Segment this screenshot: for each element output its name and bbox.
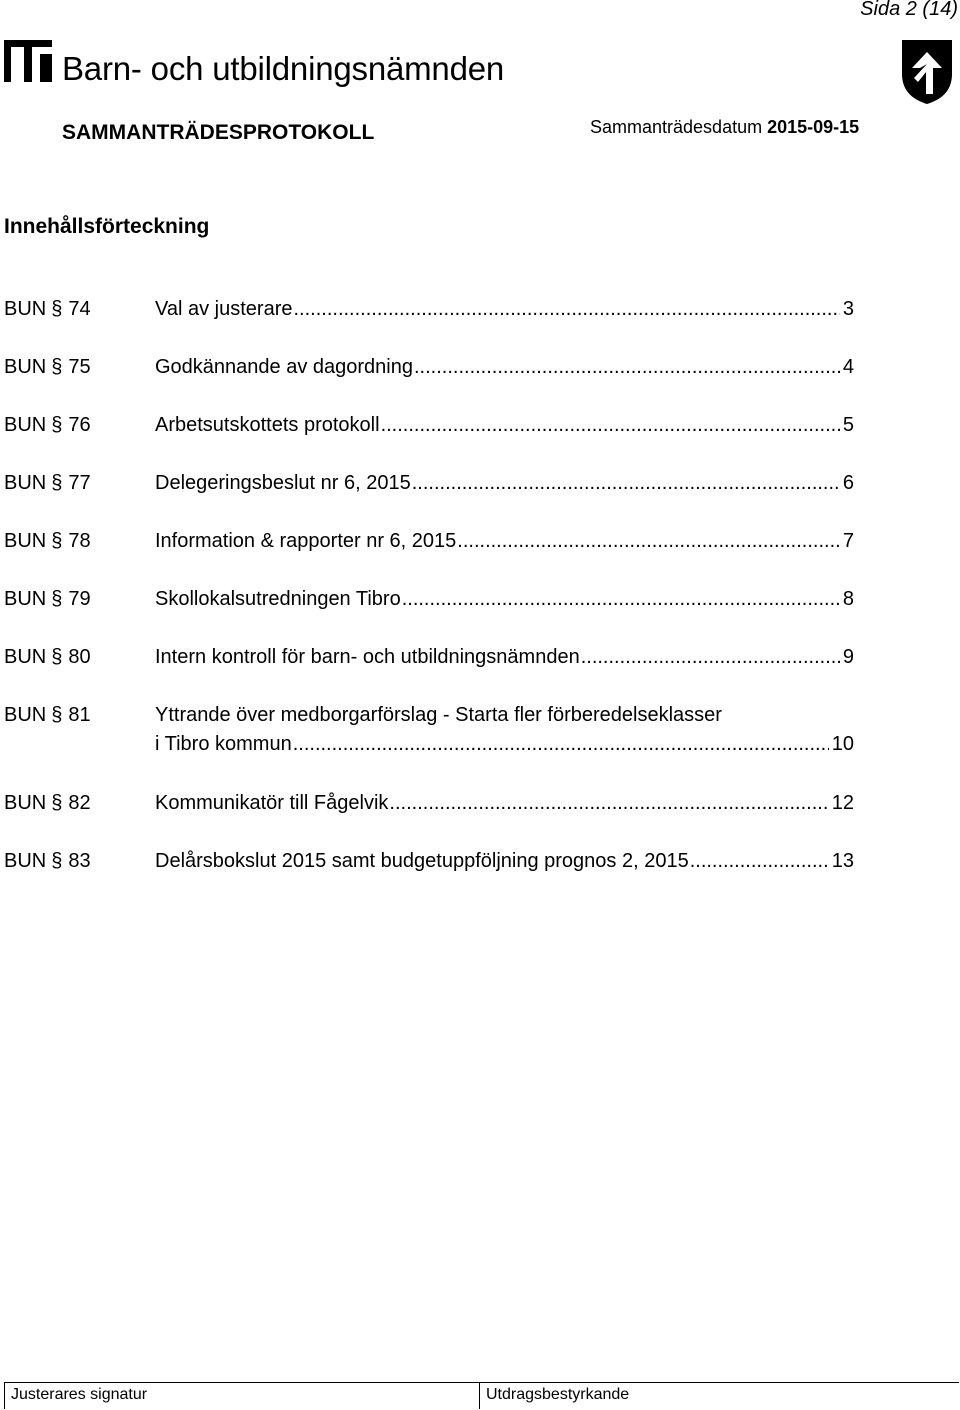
meeting-date-value: 2015-09-15 bbox=[767, 117, 860, 137]
entry-title: Skollokalsutredningen Tibro bbox=[155, 588, 401, 610]
dot-leader bbox=[457, 527, 840, 556]
dot-leader bbox=[402, 585, 840, 614]
toc-entry[interactable] bbox=[4, 701, 854, 789]
section-prefix: BUN bbox=[4, 472, 47, 494]
dot-leader bbox=[412, 469, 840, 498]
section-number bbox=[4, 411, 91, 440]
toc-entry[interactable] bbox=[4, 527, 854, 585]
paragraph-symbol: § bbox=[51, 414, 63, 436]
section-number bbox=[4, 789, 91, 818]
section-prefix: BUN bbox=[4, 850, 47, 872]
page-ref: 3 bbox=[842, 298, 854, 320]
page-number: Sida 2 (14) bbox=[860, 0, 958, 20]
page-ref: 9 bbox=[842, 646, 854, 668]
page-ref: 12 bbox=[831, 792, 854, 814]
organization-name: Barn- och utbildningsnämnden bbox=[62, 50, 505, 87]
adjuster-signature-field: Justerares signatur bbox=[4, 1383, 480, 1409]
paragraph-symbol: § bbox=[51, 298, 63, 320]
dot-leader bbox=[414, 353, 840, 382]
entry-title: Delårsbokslut 2015 samt budgetuppföljning prognos 2, 2015 bbox=[155, 850, 689, 872]
section-number bbox=[4, 353, 91, 382]
section-prefix: BUN bbox=[4, 356, 47, 378]
section-prefix: BUN bbox=[4, 414, 47, 436]
paragraph-symbol: § bbox=[51, 588, 63, 610]
paragraph-symbol: § bbox=[51, 704, 63, 726]
page-ref: 10 bbox=[831, 733, 854, 755]
extract-certification-field: Utdragsbestyrkande bbox=[486, 1386, 630, 1403]
dot-leader bbox=[293, 295, 839, 324]
toc-entry[interactable] bbox=[4, 411, 854, 469]
section-prefix: BUN bbox=[4, 646, 47, 668]
entry-title: Val av justerare bbox=[155, 298, 293, 320]
section-prefix: BUN bbox=[4, 298, 47, 320]
entry-title: Arbetsutskottets protokoll bbox=[155, 414, 380, 436]
page-ref: 7 bbox=[842, 530, 854, 552]
page-ref: 6 bbox=[842, 472, 854, 494]
entry-title-line-2: i Tibro kommun bbox=[155, 733, 292, 755]
toc-entry[interactable] bbox=[4, 789, 854, 847]
section-num: 80 bbox=[68, 646, 91, 668]
section-num: 76 bbox=[68, 414, 91, 436]
dot-leader bbox=[293, 730, 829, 759]
section-number bbox=[4, 847, 91, 876]
toc-entry[interactable] bbox=[4, 295, 854, 353]
paragraph-symbol: § bbox=[51, 792, 63, 814]
paragraph-symbol: § bbox=[51, 646, 63, 668]
entry-title: Intern kontroll för barn- och utbildningsnämnden bbox=[155, 646, 580, 668]
paragraph-symbol: § bbox=[51, 850, 63, 872]
section-num: 74 bbox=[68, 298, 91, 320]
paragraph-symbol: § bbox=[51, 530, 63, 552]
dot-leader bbox=[690, 847, 829, 876]
section-num: 81 bbox=[68, 704, 91, 726]
page-ref: 5 bbox=[842, 414, 854, 436]
section-number bbox=[4, 585, 91, 614]
paragraph-symbol: § bbox=[51, 472, 63, 494]
toc-entry[interactable] bbox=[4, 469, 854, 527]
section-num: 78 bbox=[68, 530, 91, 552]
page-ref: 13 bbox=[831, 850, 854, 872]
section-number bbox=[4, 469, 91, 498]
entry-title: Information & rapporter nr 6, 2015 bbox=[155, 530, 457, 552]
paragraph-symbol: § bbox=[51, 356, 63, 378]
section-number bbox=[4, 295, 91, 324]
section-num: 83 bbox=[68, 850, 91, 872]
section-prefix: BUN bbox=[4, 792, 47, 814]
entry-title: Kommunikatör till Fågelvik bbox=[155, 792, 389, 814]
entry-title: Godkännande av dagordning bbox=[155, 356, 413, 378]
toc-list bbox=[4, 295, 854, 905]
section-num: 75 bbox=[68, 356, 91, 378]
toc-entry[interactable] bbox=[4, 643, 854, 701]
section-num: 77 bbox=[68, 472, 91, 494]
entry-title: Delegeringsbeslut nr 6, 2015 bbox=[155, 472, 411, 494]
section-prefix: BUN bbox=[4, 704, 47, 726]
toc-entry[interactable] bbox=[4, 585, 854, 643]
dot-leader bbox=[381, 411, 840, 440]
dot-leader bbox=[581, 643, 840, 672]
dot-leader bbox=[389, 789, 828, 818]
entry-title-line-1: Yttrande över medborgarförslag - Starta fler förberedelseklasser bbox=[155, 704, 722, 726]
document-type: SAMMANTRÄDESPROTOKOLL bbox=[62, 121, 375, 144]
meeting-date-label: Sammanträdesdatum bbox=[590, 117, 763, 137]
section-prefix: BUN bbox=[4, 588, 47, 610]
toc-entry[interactable] bbox=[4, 847, 854, 905]
section-number bbox=[4, 643, 91, 672]
page-ref: 4 bbox=[842, 356, 854, 378]
section-num: 82 bbox=[68, 792, 91, 814]
section-prefix: BUN bbox=[4, 530, 47, 552]
section-num: 79 bbox=[68, 588, 91, 610]
toc-entry[interactable] bbox=[4, 353, 854, 411]
tibro-logo-icon bbox=[4, 40, 52, 82]
toc-heading: Innehållsförteckning bbox=[4, 215, 210, 238]
coat-of-arms-icon bbox=[900, 38, 954, 106]
page-ref: 8 bbox=[842, 588, 854, 610]
section-number bbox=[4, 527, 91, 556]
meeting-date bbox=[590, 117, 859, 138]
signature-footer bbox=[4, 1382, 959, 1409]
section-number bbox=[4, 701, 91, 730]
